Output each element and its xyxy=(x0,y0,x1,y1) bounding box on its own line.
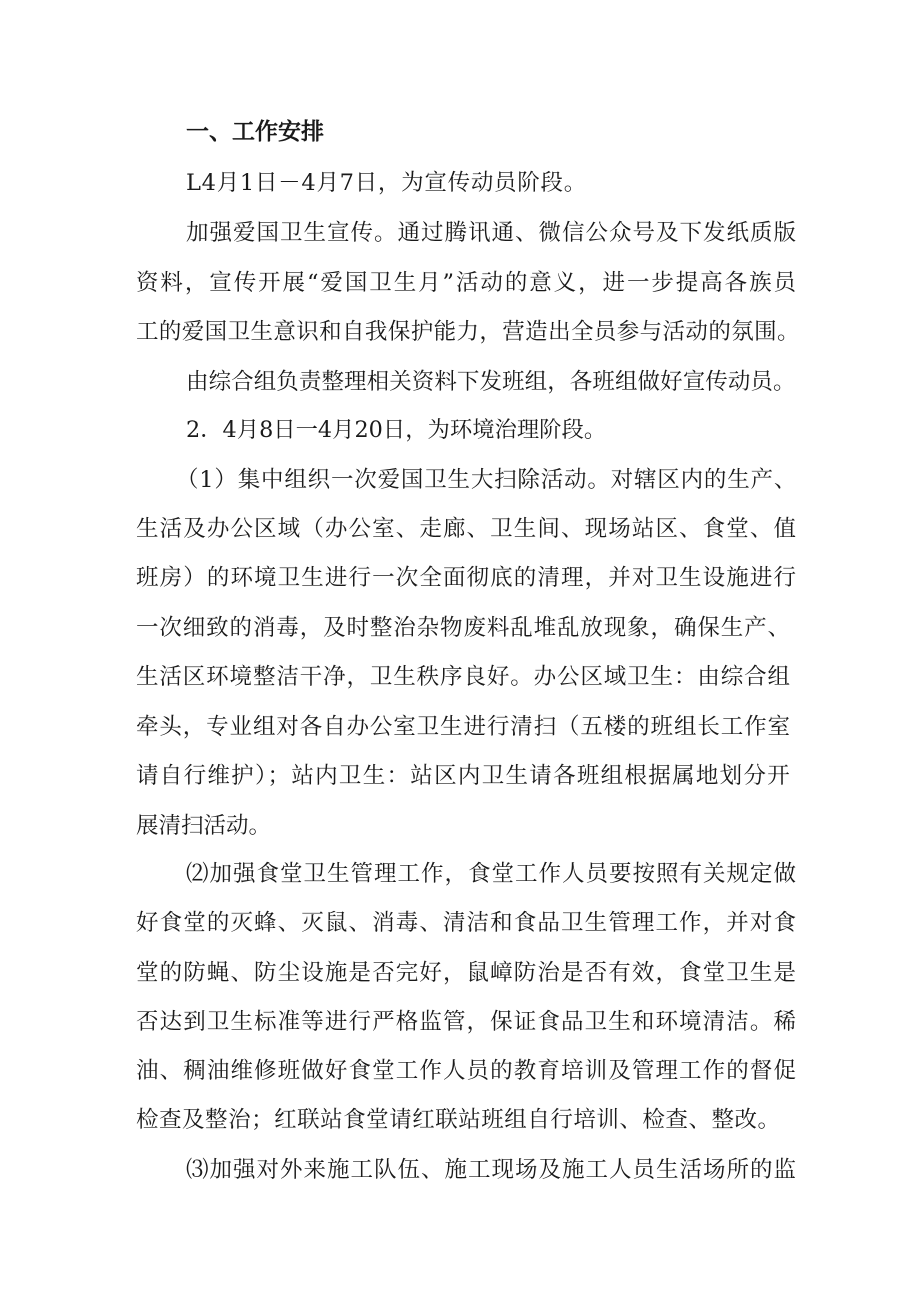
text-line-17: 堂的防蝇、防尘设施是否完好，鼠嶂防治是否有效，食堂卫生是 xyxy=(136,960,798,986)
text-line-3: 资料，宣传开展“爱国卫生月”活动的意义，进一步提高各族员 xyxy=(136,270,798,296)
text-line-9: 班房）的环境卫生进行一次全面彻底的清理，并对卫生设施进行 xyxy=(136,565,798,591)
text-line-8: 生活及办公区域（办公室、走廊、卫生间、现场站区、食堂、值 xyxy=(136,516,798,542)
text-line-21: ⑶加强对外来施工队伍、施工现场及施工人员生活场所的监 xyxy=(186,1157,798,1183)
text-line-11: 生活区环境整洁干净，卫生秩序良好。办公区域卫生：由综合组 xyxy=(136,664,791,690)
text-line-1: L4月1日－4月7日，为宣传动员阶段。 xyxy=(186,170,587,196)
text-line-10: 一次细致的消毒，及时整治杂物废料乱堆乱放现象，确保生产、 xyxy=(136,615,791,641)
text-line-14: 展清扫活动。 xyxy=(136,813,272,839)
section-heading: 一、工作安排 xyxy=(186,118,324,145)
text-line-6: 2．4月8日一4月20日，为环境治理阶段。 xyxy=(186,417,607,443)
text-line-16: 好食堂的灭蜂、灭鼠、消毒、清洁和食品卫生管理工作，并对食 xyxy=(136,910,798,936)
text-line-15: ⑵加强食堂卫生管理工作，食堂工作人员要按照有关规定做 xyxy=(186,861,798,887)
text-line-7: （1）集中组织一次爱国卫生大扫除活动。对辖区内的生产、 xyxy=(176,467,798,493)
text-line-2: 加强爱国卫生宣传。通过腾讯通、微信公众号及下发纸质版 xyxy=(186,220,798,246)
text-line-12: 牵头，专业组对各自办公室卫生进行清扫（五楼的班组长工作室 xyxy=(136,714,791,740)
text-line-13: 请自行维护）；站内卫生：站区内卫生请各班组根据属地划分开 xyxy=(136,763,792,789)
text-line-19: 油、稠油维修班做好食堂工作人员的教育培训及管理工作的督促 xyxy=(136,1058,798,1084)
text-line-4: 工的爱国卫生意识和自我保护能力，营造出全员参与活动的氛围。 xyxy=(136,319,800,345)
text-line-18: 否达到卫生标准等进行严格监管，保证食品卫生和环境清洁。稀 xyxy=(136,1009,798,1035)
text-line-20: 检查及整治；红联站食堂请红联站班组自行培训、检查、整改。 xyxy=(136,1107,781,1133)
text-line-5: 由综合组负责整理相关资料下发班组，各班组做好宣传动员。 xyxy=(186,369,796,395)
